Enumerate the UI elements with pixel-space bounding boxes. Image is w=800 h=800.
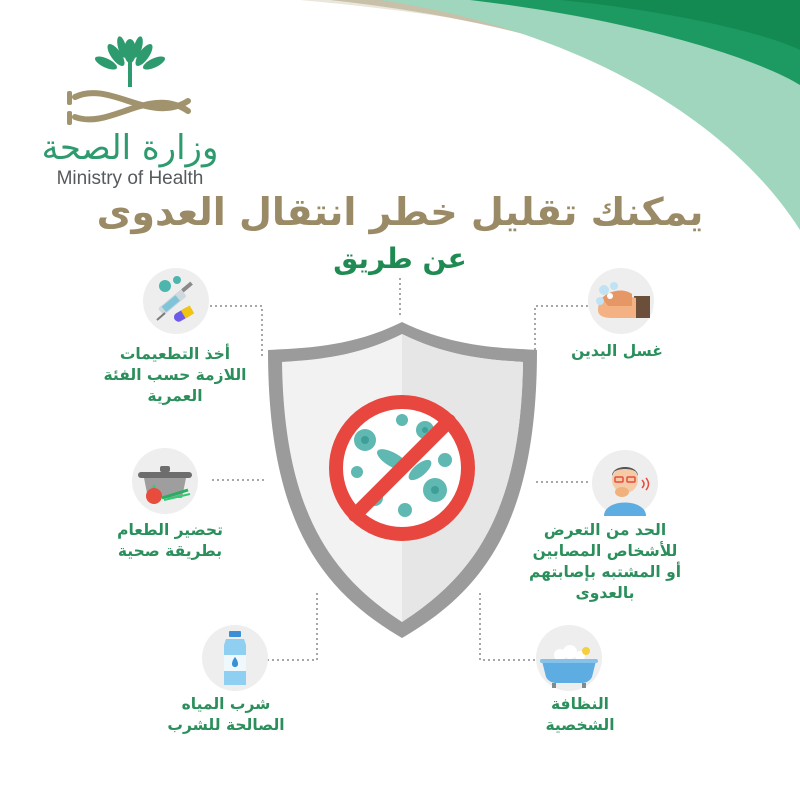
ministry-name-arabic: وزارة الصحة xyxy=(41,128,219,168)
tip-label-vaccination: أخذ التطعيمات اللازمة حسب الفئة العمرية xyxy=(103,345,247,405)
limit-exposure-circle xyxy=(592,450,658,516)
vaccination-circle xyxy=(143,268,209,334)
ministry-name-english: Ministry of Health xyxy=(56,168,204,189)
drinking-water-circle xyxy=(202,625,268,691)
bathtub-icon xyxy=(536,625,602,691)
tip-label-drinking-water: شرب المياه الصالحة للشرب xyxy=(167,695,285,734)
water-bottle-icon xyxy=(202,625,268,691)
hand-washing-icon xyxy=(588,268,654,334)
tip-label-hand-washing: غسل اليدين xyxy=(571,342,663,360)
tip-label-limit-exposure: الحد من التعرض للأشخاص المصابين أو المشتبه بإصابتهم بالعدوى xyxy=(528,521,682,602)
personal-hygiene-circle xyxy=(536,625,602,691)
shield-prohibit-germs-icon xyxy=(265,320,540,640)
tip-label-cooking: تحضير الطعام بطريقة صحية xyxy=(117,521,223,560)
hand-washing-circle xyxy=(588,268,654,334)
cooking-pot-icon xyxy=(132,448,198,514)
page-subtitle: عن طريق xyxy=(333,242,467,275)
syringe-pills-icon xyxy=(143,268,209,334)
cooking-circle xyxy=(132,448,198,514)
sick-person-icon xyxy=(592,450,658,516)
tip-label-personal-hygiene: النظافة الشخصية xyxy=(545,695,615,734)
page-title: يمكنك تقليل خطر انتقال العدوى xyxy=(96,190,704,234)
